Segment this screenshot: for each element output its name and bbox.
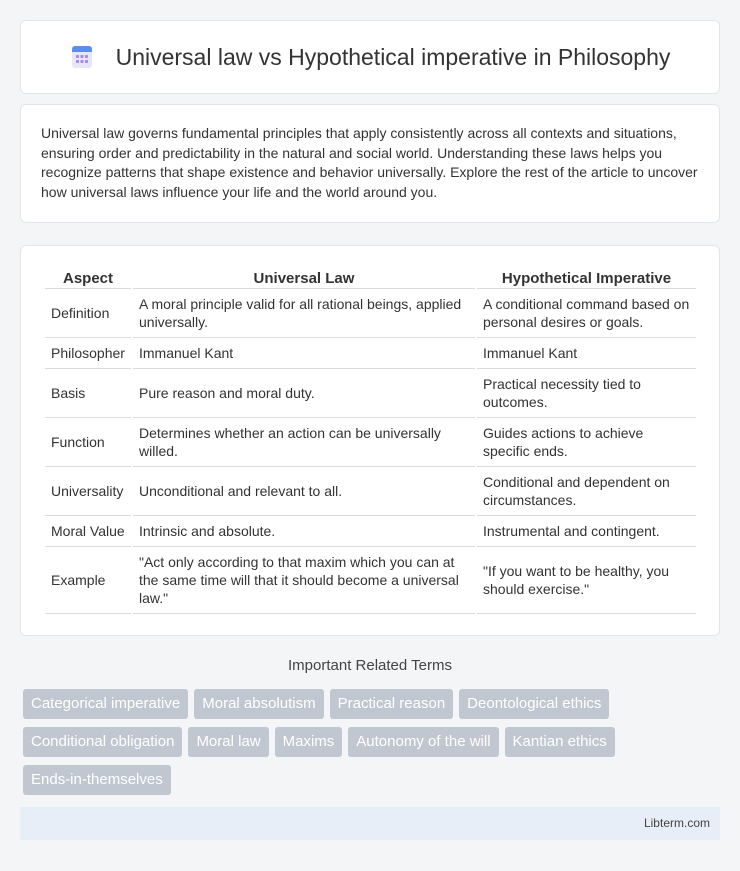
related-terms-title: Important Related Terms	[288, 657, 452, 674]
header-universal-law: Universal Law	[133, 265, 475, 289]
header-hypothetical-imperative: Hypothetical Imperative	[477, 265, 696, 289]
cell-universal-law: Unconditional and relevant to all.	[133, 467, 475, 516]
cell-hypothetical-imperative: "If you want to be healthy, you should exercise."	[477, 547, 696, 614]
cell-aspect: Philosopher	[45, 338, 131, 369]
intro-card	[20, 104, 720, 223]
cell-hypothetical-imperative: A conditional command based on personal desires or goals.	[477, 289, 696, 338]
cell-aspect: Example	[45, 547, 131, 614]
table-header-row	[45, 265, 696, 289]
table-row	[45, 467, 696, 516]
intro-text: Universal law governs fundamental principles that apply consistently across all contexts and situations, ensuring order and predictability in the natural and social world. Understanding these laws helps you recognize patterns that shape existence and behavior universally. Explore the rest of the article to uncover how universal laws influence your life and the world around you.	[41, 125, 698, 200]
cell-aspect: Universality	[45, 467, 131, 516]
term-tag[interactable]: Conditional obligation	[23, 727, 182, 757]
term-tag[interactable]: Moral law	[188, 727, 268, 757]
cell-hypothetical-imperative: Practical necessity tied to outcomes.	[477, 369, 696, 418]
cell-hypothetical-imperative: Immanuel Kant	[477, 338, 696, 369]
cell-universal-law: A moral principle valid for all rational beings, applied universally.	[133, 289, 475, 338]
term-tag[interactable]: Maxims	[275, 727, 343, 757]
term-tag[interactable]: Kantian ethics	[505, 727, 615, 757]
comparison-table	[43, 265, 698, 614]
page-title: Universal law vs Hypothetical imperative in Philosophy	[115, 43, 671, 70]
cell-universal-law: Pure reason and moral duty.	[133, 369, 475, 418]
table-row	[45, 289, 696, 338]
cell-aspect: Basis	[45, 369, 131, 418]
term-tag[interactable]: Categorical imperative	[23, 689, 188, 719]
cell-universal-law: Determines whether an action can be universally willed.	[133, 418, 475, 467]
cell-hypothetical-imperative: Instrumental and contingent.	[477, 516, 696, 547]
header-aspect: Aspect	[45, 265, 131, 289]
term-tag[interactable]: Deontological ethics	[459, 689, 609, 719]
cell-universal-law: "Act only according to that maxim which you can at the same time will that it should become a universal law."	[133, 547, 475, 614]
footer-site-link[interactable]: Libterm.com	[643, 816, 710, 830]
table-row	[45, 418, 696, 467]
term-tag[interactable]: Moral absolutism	[194, 689, 323, 719]
table-row	[45, 547, 696, 614]
footer	[20, 807, 720, 840]
cell-aspect: Definition	[45, 289, 131, 338]
related-terms-list	[23, 689, 723, 795]
cell-hypothetical-imperative: Guides actions to achieve specific ends.	[477, 418, 696, 467]
table-row	[45, 338, 696, 369]
comparison-table-card	[20, 245, 720, 636]
document-icon	[70, 45, 94, 69]
table-row	[45, 516, 696, 547]
cell-aspect: Function	[45, 418, 131, 467]
title-wrap	[70, 44, 671, 71]
cell-hypothetical-imperative: Conditional and dependent on circumstances.	[477, 467, 696, 516]
table-row	[45, 369, 696, 418]
term-tag[interactable]: Practical reason	[330, 689, 454, 719]
term-tag[interactable]: Autonomy of the will	[348, 727, 498, 757]
header-card	[20, 20, 720, 94]
term-tag[interactable]: Ends-in-themselves	[23, 765, 171, 795]
cell-universal-law: Intrinsic and absolute.	[133, 516, 475, 547]
cell-universal-law: Immanuel Kant	[133, 338, 475, 369]
cell-aspect: Moral Value	[45, 516, 131, 547]
